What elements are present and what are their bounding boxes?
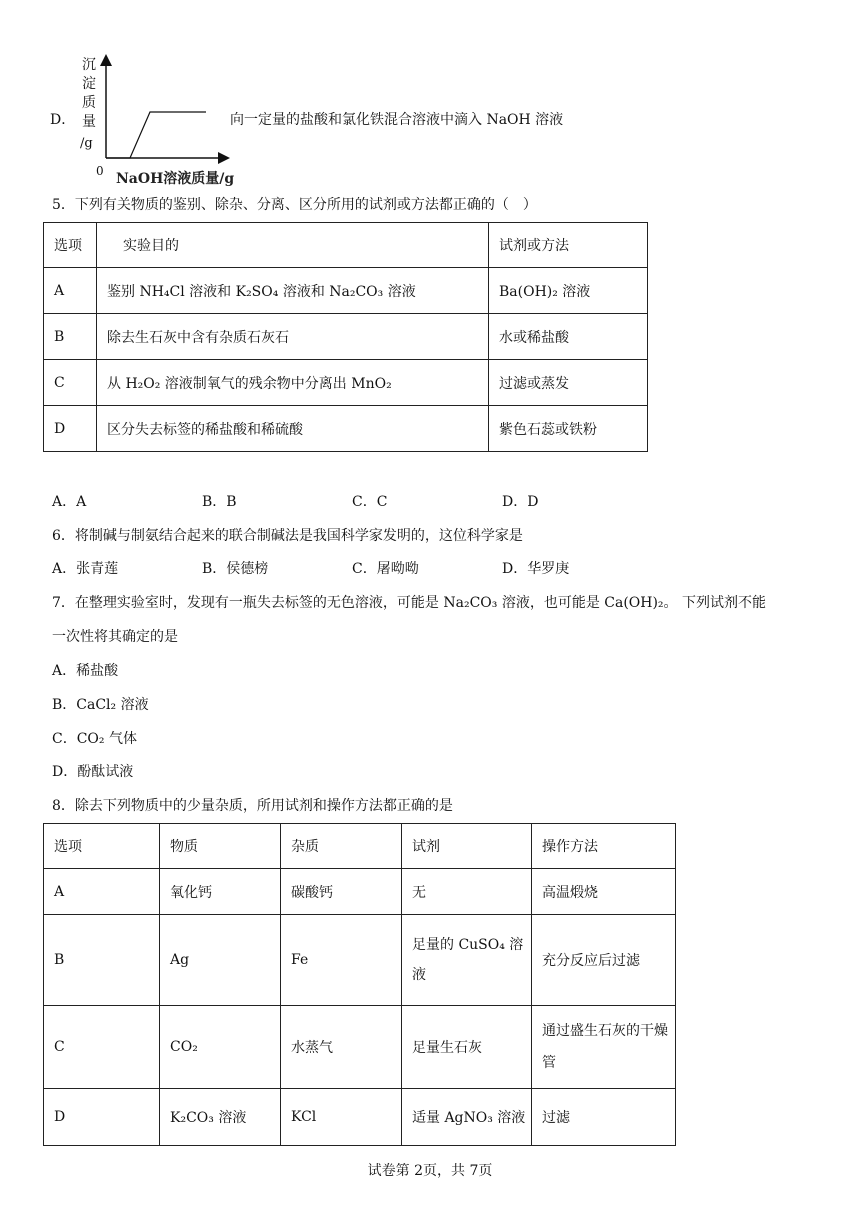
impurity-cell: Fe	[281, 915, 402, 1006]
operation-cell: 通过盛生石灰的干燥管	[532, 1006, 676, 1089]
q7-option-d: D．酚酞试液	[52, 764, 134, 780]
table-row	[44, 268, 648, 314]
q4-option-d-desc: 向一定量的盐酸和氯化铁混合溶液中滴入 NaOH 溶液	[230, 112, 564, 128]
q7-stem-line2: 一次性将其确定的是	[52, 629, 178, 645]
table-row	[44, 1089, 676, 1146]
q7-option-b: B．CaCl₂ 溶液	[52, 697, 149, 713]
y-axis-label: 沉 淀 质 量	[82, 57, 96, 130]
q5-option-c: C．C	[352, 494, 388, 510]
q6-option-b: B．侯德榜	[202, 561, 269, 577]
header-cell: 操作方法	[532, 824, 676, 869]
method-cell: Ba(OH)₂ 溶液	[489, 268, 648, 314]
reagent-cell: 足量的 CuSO₄ 溶液	[402, 915, 532, 1006]
option-cell: A	[44, 869, 160, 915]
q8-stem: 8．除去下列物质中的少量杂质，所用试剂和操作方法都正确的是	[52, 798, 453, 814]
q4-option-d-label: D．	[50, 112, 76, 128]
table-row	[44, 1006, 676, 1089]
table-row	[44, 869, 676, 915]
q6-option-c: C．屠呦呦	[352, 561, 419, 577]
goal-cell: 从 H₂O₂ 溶液制氧气的残余物中分离出 MnO₂	[97, 360, 489, 406]
reagent-cell: 无	[402, 869, 532, 915]
table-header-row	[44, 824, 676, 869]
table-row	[44, 406, 648, 452]
operation-cell: 过滤	[532, 1089, 676, 1146]
q5-option-b: B．B	[202, 494, 237, 510]
method-cell: 紫色石蕊或铁粉	[489, 406, 648, 452]
page-footer: 试卷第 2页，共 7页	[367, 1163, 493, 1179]
header-cell: 选项	[44, 223, 97, 268]
substance-cell: CO₂	[160, 1006, 281, 1089]
y-axis-unit: /g	[80, 136, 93, 151]
operation-cell: 高温煅烧	[532, 869, 676, 915]
operation-cell: 充分反应后过滤	[532, 915, 676, 1006]
q8-table	[43, 823, 676, 1146]
substance-cell: K₂CO₃ 溶液	[160, 1089, 281, 1146]
method-cell: 过滤或蒸发	[489, 360, 648, 406]
impurity-cell: KCl	[281, 1089, 402, 1146]
x-axis-label: NaOH溶液质量/g	[116, 171, 235, 187]
option-cell: C	[44, 1006, 160, 1089]
option-cell: C	[44, 360, 97, 406]
q5-stem: 5．下列有关物质的鉴别、除杂、分离、区分所用的试剂或方法都正确的（ ）	[52, 197, 537, 213]
goal-cell: 区分失去标签的稀盐酸和稀硫酸	[97, 406, 489, 452]
reagent-cell: 足量生石灰	[402, 1006, 532, 1089]
header-cell: 杂质	[281, 824, 402, 869]
q5-option-d: D．D	[502, 494, 539, 510]
substance-cell: 氧化钙	[160, 869, 281, 915]
q5-table	[43, 222, 648, 452]
impurity-cell: 水蒸气	[281, 1006, 402, 1089]
method-cell: 水或稀盐酸	[489, 314, 648, 360]
precipitate-curve	[106, 112, 206, 158]
option-cell: D	[44, 1089, 160, 1146]
q6-stem: 6．将制碱与制氨结合起来的联合制碱法是我国科学家发明的，这位科学家是	[52, 528, 523, 544]
option-cell: A	[44, 268, 97, 314]
goal-cell: 鉴别 NH₄Cl 溶液和 K₂SO₄ 溶液和 Na₂CO₃ 溶液	[97, 268, 489, 314]
header-cell: 物质	[160, 824, 281, 869]
header-cell: 试剂	[402, 824, 532, 869]
q6-option-a: A．张青莲	[52, 561, 119, 577]
option-cell: D	[44, 406, 97, 452]
q5-option-a: A．A	[52, 494, 87, 510]
header-cell: 实验目的	[97, 223, 489, 268]
option-cell: B	[44, 314, 97, 360]
header-cell: 选项	[44, 824, 160, 869]
q7-option-a: A．稀盐酸	[52, 663, 119, 679]
table-header-row	[44, 223, 648, 268]
reagent-cell: 适量 AgNO₃ 溶液	[402, 1089, 532, 1146]
q7-option-c: C．CO₂ 气体	[52, 731, 137, 747]
impurity-cell: 碳酸钙	[281, 869, 402, 915]
table-row	[44, 360, 648, 406]
substance-cell: Ag	[160, 915, 281, 1006]
q7-stem-line1: 7．在整理实验室时，发现有一瓶失去标签的无色溶液，可能是 Na₂CO₃ 溶液，也可能是 Ca(OH)₂。 下列试剂不能	[52, 595, 766, 611]
origin-label: 0	[96, 164, 104, 178]
table-row	[44, 314, 648, 360]
option-cell: B	[44, 915, 160, 1006]
table-row	[44, 915, 676, 1006]
q6-option-d: D．华罗庚	[502, 561, 570, 577]
goal-cell: 除去生石灰中含有杂质石灰石	[97, 314, 489, 360]
header-cell: 试剂或方法	[489, 223, 648, 268]
